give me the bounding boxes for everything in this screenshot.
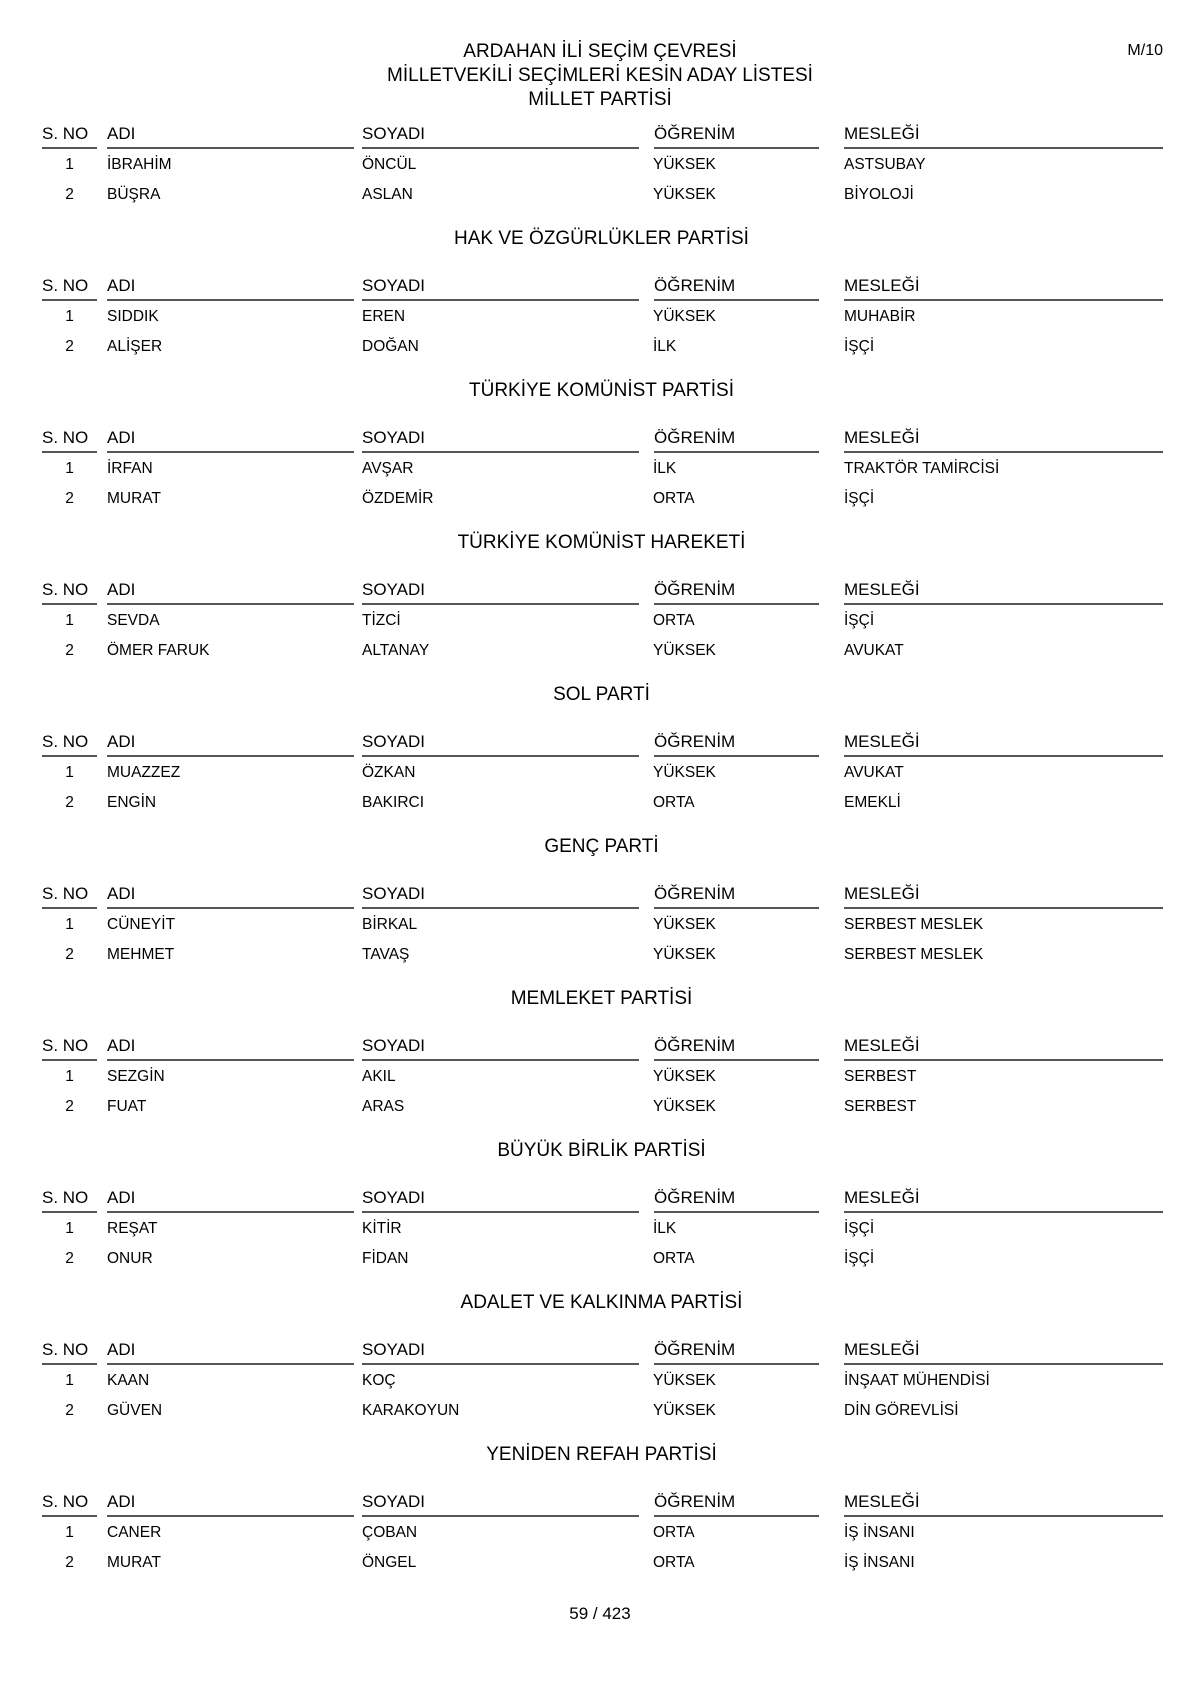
cell-sno: 2 [65, 1098, 74, 1115]
col-name-header: ADI [107, 1187, 354, 1213]
party-section [40, 227, 1163, 379]
table-row [40, 789, 1163, 819]
table-row [40, 637, 1163, 667]
cell-sno: 1 [65, 1524, 74, 1541]
party-section [40, 1291, 1163, 1443]
col-profession-header: MESLEĞİ [844, 427, 1163, 453]
party-section [40, 835, 1163, 987]
col-surname-header: SOYADI [362, 1187, 639, 1213]
cell-profession: TRAKTÖR TAMİRCİSİ [844, 460, 1000, 477]
cell-education: İLK [653, 1220, 677, 1237]
party-section [40, 683, 1163, 835]
cell-education: ORTA [653, 794, 695, 811]
cell-surname: FİDAN [362, 1250, 409, 1267]
table-row [40, 1519, 1163, 1549]
cell-profession: İŞ İNSANI [844, 1554, 915, 1571]
header-first-party: MİLLET PARTİSİ [528, 89, 672, 110]
cell-name: ONUR [107, 1250, 153, 1267]
cell-surname: ÖNCÜL [362, 156, 417, 173]
col-sno-header: S. NO [42, 275, 97, 301]
cell-sno: 2 [65, 186, 74, 203]
col-profession-header: MESLEĞİ [844, 1035, 1163, 1061]
cell-profession: İŞÇİ [844, 1250, 875, 1267]
table-row [40, 1397, 1163, 1427]
col-sno-header: S. NO [42, 1339, 97, 1365]
cell-education: İLK [653, 338, 677, 355]
col-name-header: ADI [107, 1339, 354, 1365]
col-education-header: ÖĞRENİM [654, 883, 819, 909]
cell-education: YÜKSEK [653, 946, 716, 963]
cell-education: ORTA [653, 1250, 695, 1267]
table-header [40, 419, 1163, 455]
cell-name: MUAZZEZ [107, 764, 181, 781]
cell-sno: 1 [65, 612, 74, 629]
cell-profession: İŞÇİ [844, 338, 875, 355]
cell-name: ALİŞER [107, 338, 163, 355]
cell-profession: AVUKAT [844, 764, 904, 781]
cell-sno: 2 [65, 946, 74, 963]
cell-education: YÜKSEK [653, 1068, 716, 1085]
cell-name: ENGİN [107, 794, 157, 811]
table-row [40, 759, 1163, 789]
table-header [40, 1483, 1163, 1519]
table-row [40, 1367, 1163, 1397]
col-sno-header: S. NO [42, 579, 97, 605]
cell-profession: İŞÇİ [844, 490, 875, 507]
table-row [40, 1063, 1163, 1093]
col-sno-header: S. NO [42, 123, 97, 149]
col-profession-header: MESLEĞİ [844, 1491, 1163, 1517]
party-section [40, 531, 1163, 683]
cell-surname: ASLAN [362, 186, 413, 203]
header-list-title: MİLLETVEKİLİ SEÇİMLERİ KESİN ADAY LİSTESİ [387, 65, 813, 86]
cell-profession: EMEKLİ [844, 794, 901, 811]
col-sno-header: S. NO [42, 731, 97, 757]
cell-profession: SERBEST [844, 1098, 917, 1115]
table-row [40, 1245, 1163, 1275]
cell-name: REŞAT [107, 1220, 158, 1237]
col-profession-header: MESLEĞİ [844, 123, 1163, 149]
cell-surname: ÇOBAN [362, 1524, 418, 1541]
col-education-header: ÖĞRENİM [654, 731, 819, 757]
cell-sno: 2 [65, 1554, 74, 1571]
col-surname-header: SOYADI [362, 731, 639, 757]
cell-surname: BİRKAL [362, 916, 418, 933]
cell-sno: 2 [65, 1250, 74, 1267]
table-row [40, 455, 1163, 485]
cell-education: ORTA [653, 612, 695, 629]
table-header [40, 1179, 1163, 1215]
page-number: 59 / 423 [569, 1604, 631, 1623]
col-profession-header: MESLEĞİ [844, 883, 1163, 909]
cell-education: YÜKSEK [653, 1372, 716, 1389]
party-title: BÜYÜK BİRLİK PARTİSİ [497, 1140, 706, 1161]
party-title: TÜRKİYE KOMÜNİST HAREKETİ [457, 532, 746, 553]
cell-education: YÜKSEK [653, 1402, 716, 1419]
cell-surname: KİTİR [362, 1220, 402, 1237]
cell-sno: 2 [65, 642, 74, 659]
cell-name: İBRAHİM [107, 156, 172, 173]
cell-sno: 1 [65, 916, 74, 933]
cell-name: FUAT [107, 1098, 147, 1115]
cell-name: SEZGİN [107, 1068, 165, 1085]
table-header [40, 875, 1163, 911]
cell-sno: 2 [65, 490, 74, 507]
col-name-header: ADI [107, 427, 354, 453]
table-row [40, 303, 1163, 333]
cell-education: YÜKSEK [653, 642, 716, 659]
col-education-header: ÖĞRENİM [654, 579, 819, 605]
party-title: GENÇ PARTİ [544, 836, 659, 857]
col-education-header: ÖĞRENİM [654, 1491, 819, 1517]
party-section [40, 115, 1163, 227]
col-sno-header: S. NO [42, 1187, 97, 1213]
cell-education: YÜKSEK [653, 764, 716, 781]
col-profession-header: MESLEĞİ [844, 1187, 1163, 1213]
party-sections [40, 115, 1163, 1595]
cell-surname: EREN [362, 308, 406, 325]
cell-surname: KOÇ [362, 1372, 396, 1389]
cell-education: ORTA [653, 1554, 695, 1571]
cell-surname: BAKIRCI [362, 794, 425, 811]
col-name-header: ADI [107, 1035, 354, 1061]
table-row [40, 911, 1163, 941]
cell-education: YÜKSEK [653, 308, 716, 325]
table-header [40, 571, 1163, 607]
cell-surname: AKIL [362, 1068, 396, 1085]
col-name-header: ADI [107, 579, 354, 605]
cell-surname: TAVAŞ [362, 946, 410, 963]
cell-name: SIDDIK [107, 308, 159, 325]
cell-education: İLK [653, 460, 677, 477]
col-profession-header: MESLEĞİ [844, 579, 1163, 605]
party-section [40, 1139, 1163, 1291]
table-header [40, 1331, 1163, 1367]
col-education-header: ÖĞRENİM [654, 1035, 819, 1061]
cell-profession: İŞÇİ [844, 1220, 875, 1237]
cell-surname: TİZCİ [362, 612, 401, 629]
table-row [40, 151, 1163, 181]
col-name-header: ADI [107, 883, 354, 909]
col-sno-header: S. NO [42, 427, 97, 453]
cell-profession: İŞ İNSANI [844, 1524, 915, 1541]
cell-profession: İNŞAAT MÜHENDİSİ [844, 1372, 990, 1389]
party-title: HAK VE ÖZGÜRLÜKLER PARTİSİ [454, 228, 749, 249]
cell-name: CÜNEYİT [107, 916, 176, 933]
party-title: TÜRKİYE KOMÜNİST PARTİSİ [469, 380, 734, 401]
cell-profession: MUHABİR [844, 308, 916, 325]
cell-sno: 1 [65, 1068, 74, 1085]
cell-sno: 1 [65, 1372, 74, 1389]
cell-sno: 1 [65, 764, 74, 781]
col-sno-header: S. NO [42, 1035, 97, 1061]
table-row [40, 607, 1163, 637]
party-title: SOL PARTİ [553, 684, 650, 705]
col-surname-header: SOYADI [362, 1339, 639, 1365]
cell-sno: 2 [65, 1402, 74, 1419]
cell-education: YÜKSEK [653, 156, 716, 173]
cell-name: BÜŞRA [107, 186, 161, 203]
document-header [0, 40, 1200, 112]
col-name-header: ADI [107, 1491, 354, 1517]
col-surname-header: SOYADI [362, 1491, 639, 1517]
table-row [40, 1549, 1163, 1579]
col-surname-header: SOYADI [362, 883, 639, 909]
party-title: MEMLEKET PARTİSİ [510, 988, 693, 1009]
col-surname-header: SOYADI [362, 275, 639, 301]
table-header [40, 1027, 1163, 1063]
cell-surname: ÖNGEL [362, 1554, 417, 1571]
col-surname-header: SOYADI [362, 579, 639, 605]
cell-name: İRFAN [107, 460, 153, 477]
cell-name: CANER [107, 1524, 162, 1541]
cell-sno: 1 [65, 308, 74, 325]
party-section [40, 1443, 1163, 1595]
col-name-header: ADI [107, 731, 354, 757]
party-section [40, 987, 1163, 1139]
cell-profession: SERBEST MESLEK [844, 916, 984, 933]
header-constituency: ARDAHAN İLİ SEÇİM ÇEVRESİ [463, 41, 737, 62]
cell-sno: 1 [65, 1220, 74, 1237]
table-row [40, 181, 1163, 211]
cell-surname: ARAS [362, 1098, 405, 1115]
table-row [40, 333, 1163, 363]
col-surname-header: SOYADI [362, 1035, 639, 1061]
col-name-header: ADI [107, 275, 354, 301]
cell-sno: 1 [65, 156, 74, 173]
col-education-header: ÖĞRENİM [654, 1339, 819, 1365]
cell-sno: 1 [65, 460, 74, 477]
cell-profession: BİYOLOJİ [844, 186, 914, 203]
col-education-header: ÖĞRENİM [654, 275, 819, 301]
cell-education: YÜKSEK [653, 186, 716, 203]
table-header [40, 723, 1163, 759]
cell-profession: SERBEST MESLEK [844, 946, 984, 963]
page-code: M/10 [1127, 42, 1163, 59]
col-education-header: ÖĞRENİM [654, 123, 819, 149]
table-row [40, 1215, 1163, 1245]
cell-surname: AVŞAR [362, 460, 414, 477]
party-title: YENİDEN REFAH PARTİSİ [486, 1444, 717, 1465]
col-sno-header: S. NO [42, 883, 97, 909]
cell-name: MURAT [107, 1554, 161, 1571]
cell-education: ORTA [653, 1524, 695, 1541]
col-surname-header: SOYADI [362, 427, 639, 453]
cell-name: MEHMET [107, 946, 175, 963]
col-education-header: ÖĞRENİM [654, 1187, 819, 1213]
cell-surname: KARAKOYUN [362, 1402, 460, 1419]
cell-name: SEVDA [107, 612, 160, 629]
cell-name: MURAT [107, 490, 161, 507]
cell-profession: DİN GÖREVLİSİ [844, 1402, 959, 1419]
col-surname-header: SOYADI [362, 123, 639, 149]
cell-surname: ÖZKAN [362, 764, 416, 781]
col-profession-header: MESLEĞİ [844, 731, 1163, 757]
table-row [40, 1093, 1163, 1123]
cell-surname: ALTANAY [362, 642, 430, 659]
cell-profession: SERBEST [844, 1068, 917, 1085]
col-name-header: ADI [107, 123, 354, 149]
table-row [40, 485, 1163, 515]
cell-surname: DOĞAN [362, 338, 419, 355]
party-section [40, 379, 1163, 531]
cell-surname: ÖZDEMİR [362, 490, 434, 507]
table-header [40, 267, 1163, 303]
cell-profession: ASTSUBAY [844, 156, 926, 173]
cell-name: GÜVEN [107, 1402, 163, 1419]
col-profession-header: MESLEĞİ [844, 1339, 1163, 1365]
cell-education: YÜKSEK [653, 916, 716, 933]
cell-profession: İŞÇİ [844, 612, 875, 629]
col-education-header: ÖĞRENİM [654, 427, 819, 453]
table-header [40, 115, 1163, 151]
cell-name: KAAN [107, 1372, 150, 1389]
col-profession-header: MESLEĞİ [844, 275, 1163, 301]
party-title: ADALET VE KALKINMA PARTİSİ [460, 1292, 743, 1313]
cell-sno: 2 [65, 794, 74, 811]
cell-profession: AVUKAT [844, 642, 904, 659]
cell-name: ÖMER FARUK [107, 642, 210, 659]
cell-education: YÜKSEK [653, 1098, 716, 1115]
cell-sno: 2 [65, 338, 74, 355]
col-sno-header: S. NO [42, 1491, 97, 1517]
cell-education: ORTA [653, 490, 695, 507]
table-row [40, 941, 1163, 971]
